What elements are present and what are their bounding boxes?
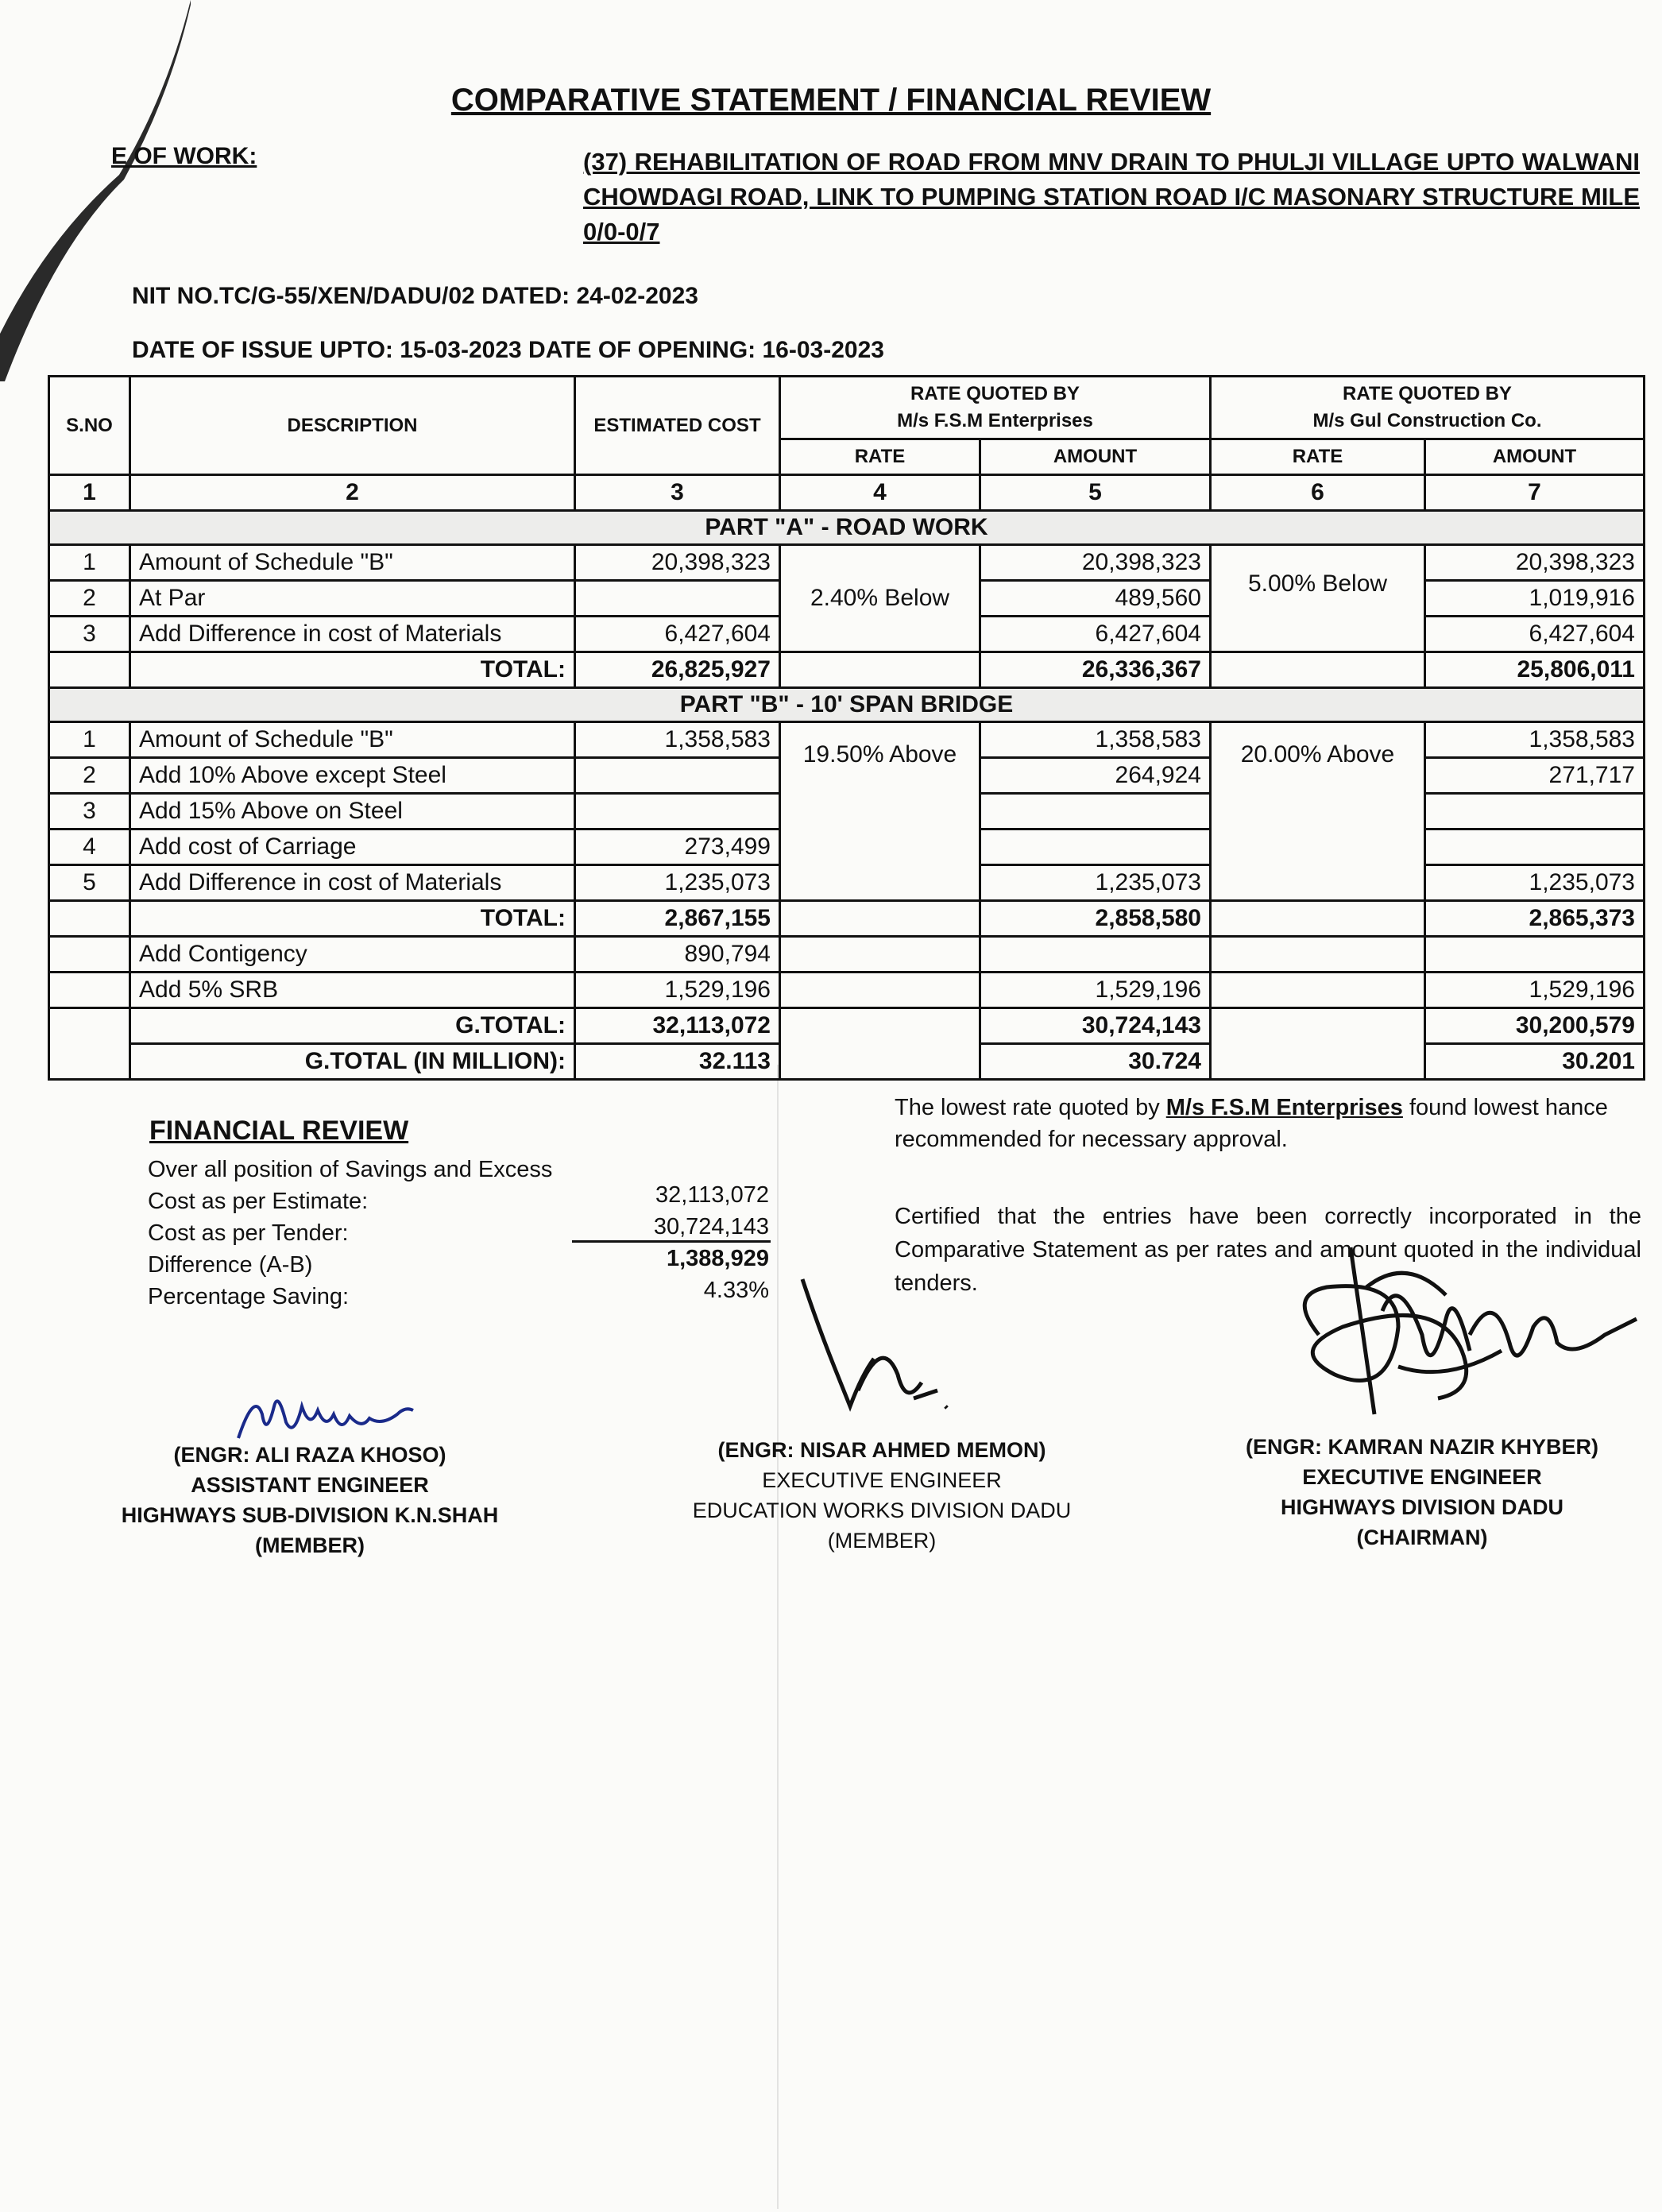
subtraction-rule (572, 1240, 771, 1243)
rec-firm: M/s F.S.M Enterprises (1165, 1095, 1403, 1120)
empty-cell (780, 973, 980, 1008)
row-sno: 3 (49, 617, 130, 652)
table-row (49, 722, 1645, 758)
part-a-total-row (49, 652, 1645, 688)
part-a-total-estimated: 26,825,927 (575, 652, 780, 688)
header-row-1 (49, 377, 1645, 439)
fold-line (777, 1065, 779, 2209)
empty-cell (1211, 901, 1425, 937)
row-amount2: 1,235,073 (1425, 865, 1645, 901)
row-amount2: 271,717 (1425, 758, 1645, 794)
header-estimated-cost: ESTIMATED COST (575, 377, 780, 475)
fr-line: Cost as per Estimate: (148, 1189, 369, 1214)
row-description: Add 10% Above except Steel (130, 758, 575, 794)
signatory-1 (95, 1440, 524, 1560)
total-label: TOTAL: (130, 901, 575, 937)
row-amount1 (980, 794, 1211, 830)
row-description: Add cost of Carriage (130, 830, 575, 865)
col-number: 2 (130, 475, 575, 511)
signatory-name: (ENGR: NISAR AHMED MEMON) (717, 1438, 1046, 1462)
signatory-office: EDUCATION WORKS DIVISION DADU (692, 1499, 1072, 1522)
nit-number: NIT NO.TC/G-55/XEN/DADU/02 DATED: 24-02-2023 (132, 283, 698, 309)
row-description: Add Difference in cost of Materials (130, 617, 575, 652)
header-rate2: RATE (1211, 439, 1425, 475)
row-amount2 (1425, 830, 1645, 865)
empty-cell (49, 652, 130, 688)
column-number-row (49, 475, 1645, 511)
table-row (49, 545, 1645, 581)
part-b-total-row (49, 901, 1645, 937)
empty-cell (49, 937, 130, 973)
name-of-work: (37) REHABILITATION OF ROAD FROM MNV DRAIN TO PHULJI VILLAGE UPTO WALWANI CHOWDAGI ROAD, LINK TO PUMPING STATION ROAD I/C MASONARY STRUCTURE MILE 0/0-0/7 (583, 148, 1640, 246)
part-a-rate1: 2.40% Below (780, 545, 980, 652)
contingency-row (49, 937, 1645, 973)
part-b-title-row (49, 688, 1645, 722)
row-description: Amount of Schedule "B" (130, 545, 575, 581)
col-number: 6 (1211, 475, 1425, 511)
contingency-estimated: 890,794 (575, 937, 780, 973)
row-sno: 1 (49, 722, 130, 758)
financial-review-labels (148, 1154, 552, 1313)
header-rate-quoted-by: RATE QUOTED BY (910, 383, 1080, 404)
row-amount2 (1425, 794, 1645, 830)
row-sno: 2 (49, 758, 130, 794)
row-estimated: 1,358,583 (575, 722, 780, 758)
row-description: Add Difference in cost of Materials (130, 865, 575, 901)
header-firm1 (780, 377, 1211, 439)
gtotal-amount2: 30,200,579 (1425, 1008, 1645, 1044)
header-amount2: AMOUNT (1425, 439, 1645, 475)
row-sno: 4 (49, 830, 130, 865)
srb-estimated: 1,529,196 (575, 973, 780, 1008)
signatory-office: HIGHWAYS DIVISION DADU (1280, 1495, 1564, 1519)
signatory-name: (ENGR: KAMRAN NAZIR KHYBER) (1246, 1435, 1598, 1459)
empty-cell (980, 937, 1211, 973)
name-of-work-label: E OF WORK: (111, 143, 257, 169)
page-title: COMPARATIVE STATEMENT / FINANCIAL REVIEW (450, 83, 1212, 118)
empty-cell (49, 973, 130, 1008)
part-a-title: PART "A" - ROAD WORK (49, 511, 1645, 545)
srb-label: Add 5% SRB (130, 973, 575, 1008)
row-sno: 2 (49, 581, 130, 617)
empty-cell (1211, 1008, 1425, 1080)
empty-cell (1211, 652, 1425, 688)
header-firm2 (1211, 377, 1645, 439)
gtotal-label: G.TOTAL: (130, 1008, 575, 1044)
signatory-name: (ENGR: ALI RAZA KHOSO) (173, 1443, 446, 1467)
part-a-total-amount2: 25,806,011 (1425, 652, 1645, 688)
comparative-table (48, 375, 1645, 1081)
gtotal-million-label: G.TOTAL (IN MILLION): (130, 1044, 575, 1080)
col-number: 3 (575, 475, 780, 511)
row-amount1: 489,560 (980, 581, 1211, 617)
row-description: At Par (130, 581, 575, 617)
srb-amount2: 1,529,196 (1425, 973, 1645, 1008)
row-amount2: 20,398,323 (1425, 545, 1645, 581)
empty-cell (49, 901, 130, 937)
signatory-role: (MEMBER) (255, 1533, 365, 1557)
total-label: TOTAL: (130, 652, 575, 688)
rec-suffix: found lowest hance recommended for necessary approval. (895, 1095, 1608, 1152)
fr-line: Percentage Saving: (148, 1284, 350, 1309)
empty-cell (1425, 937, 1645, 973)
fr-line: Cost as per Tender: (148, 1220, 349, 1246)
signature-1-icon (230, 1382, 421, 1446)
empty-cell (1211, 937, 1425, 973)
gtotal-estimated: 32,113,072 (575, 1008, 780, 1044)
signature-3-icon (1239, 1239, 1652, 1438)
signatory-designation: EXECUTIVE ENGINEER (1302, 1465, 1542, 1489)
row-estimated: 273,499 (575, 830, 780, 865)
part-a-rate2: 5.00% Below (1211, 545, 1425, 652)
row-amount2: 1,019,916 (1425, 581, 1645, 617)
fr-value: 32,113,072 (655, 1182, 769, 1208)
header-firm1-name: M/s F.S.M Enterprises (897, 410, 1093, 431)
gtotal-amount1: 30,724,143 (980, 1008, 1211, 1044)
empty-cell (49, 1008, 130, 1080)
row-amount2: 6,427,604 (1425, 617, 1645, 652)
signatory-2 (667, 1435, 1096, 1556)
fr-value: 1,388,929 (666, 1246, 769, 1271)
srb-row (49, 973, 1645, 1008)
row-estimated: 6,427,604 (575, 617, 780, 652)
fr-value: 4.33% (703, 1278, 769, 1303)
row-estimated (575, 758, 780, 794)
empty-cell (780, 937, 980, 973)
header-amount1: AMOUNT (980, 439, 1211, 475)
contingency-label: Add Contigency (130, 937, 575, 973)
rec-prefix: The lowest rate quoted by (895, 1095, 1166, 1120)
fr-line: Over all position of Savings and Excess (148, 1157, 553, 1182)
col-number: 7 (1425, 475, 1645, 511)
issue-opening-dates: DATE OF ISSUE UPTO: 15-03-2023 DATE OF OPENING: 16-03-2023 (132, 337, 884, 363)
signature-2-icon (787, 1271, 961, 1414)
row-amount2: 1,358,583 (1425, 722, 1645, 758)
part-a-title-row (49, 511, 1645, 545)
row-amount1: 6,427,604 (980, 617, 1211, 652)
signatory-role: (MEMBER) (827, 1529, 937, 1553)
row-estimated (575, 581, 780, 617)
row-amount1: 1,358,583 (980, 722, 1211, 758)
empty-cell (780, 901, 980, 937)
certification-text: Certified that the entries have been correctly incorporated in the Comparative Statement as per rates and amount quoted in the individual tenders. (895, 1204, 1641, 1296)
part-b-total-amount1: 2,858,580 (980, 901, 1211, 937)
srb-amount1: 1,529,196 (980, 973, 1211, 1008)
row-description: Add 15% Above on Steel (130, 794, 575, 830)
page-edge-shadow (0, 0, 191, 381)
row-amount1 (980, 830, 1211, 865)
empty-cell (1211, 973, 1425, 1008)
row-amount1: 20,398,323 (980, 545, 1211, 581)
part-b-total-estimated: 2,867,155 (575, 901, 780, 937)
part-b-rate1: 19.50% Above (780, 722, 980, 901)
gtotal-million-estimated: 32.113 (575, 1044, 780, 1080)
row-estimated (575, 794, 780, 830)
row-amount1: 264,924 (980, 758, 1211, 794)
row-description: Amount of Schedule "B" (130, 722, 575, 758)
row-sno: 3 (49, 794, 130, 830)
signatory-3 (1208, 1432, 1637, 1553)
fr-line: Difference (A-B) (148, 1252, 313, 1278)
col-number: 1 (49, 475, 130, 511)
part-b-total-amount2: 2,865,373 (1425, 901, 1645, 937)
header-rate-quoted-by: RATE QUOTED BY (1343, 383, 1512, 404)
gtotal-million-amount1: 30.724 (980, 1044, 1211, 1080)
part-b-rate2: 20.00% Above (1211, 722, 1425, 901)
recommendation-text (895, 1092, 1641, 1155)
financial-review-title: FINANCIAL REVIEW (149, 1116, 409, 1146)
empty-cell (780, 1008, 980, 1080)
financial-review-values (604, 1179, 769, 1306)
header-rate1: RATE (780, 439, 980, 475)
col-number: 4 (780, 475, 980, 511)
row-sno: 5 (49, 865, 130, 901)
signatory-designation: ASSISTANT ENGINEER (191, 1473, 429, 1497)
row-estimated: 20,398,323 (575, 545, 780, 581)
fr-value: 30,724,143 (653, 1214, 769, 1239)
header-firm2-name: M/s Gul Construction Co. (1312, 410, 1542, 431)
row-sno: 1 (49, 545, 130, 581)
gtotal-row (49, 1008, 1645, 1044)
header-description: DESCRIPTION (130, 377, 575, 475)
part-b-title: PART "B" - 10' SPAN BRIDGE (49, 688, 1645, 722)
row-estimated: 1,235,073 (575, 865, 780, 901)
signatory-designation: EXECUTIVE ENGINEER (762, 1468, 1002, 1492)
part-a-total-amount1: 26,336,367 (980, 652, 1211, 688)
signatory-role: (CHAIRMAN) (1356, 1526, 1488, 1549)
header-sno: S.NO (49, 377, 130, 475)
row-amount1: 1,235,073 (980, 865, 1211, 901)
empty-cell (780, 652, 980, 688)
col-number: 5 (980, 475, 1211, 511)
signatory-office: HIGHWAYS SUB-DIVISION K.N.SHAH (121, 1503, 499, 1527)
gtotal-million-amount2: 30.201 (1425, 1044, 1645, 1080)
